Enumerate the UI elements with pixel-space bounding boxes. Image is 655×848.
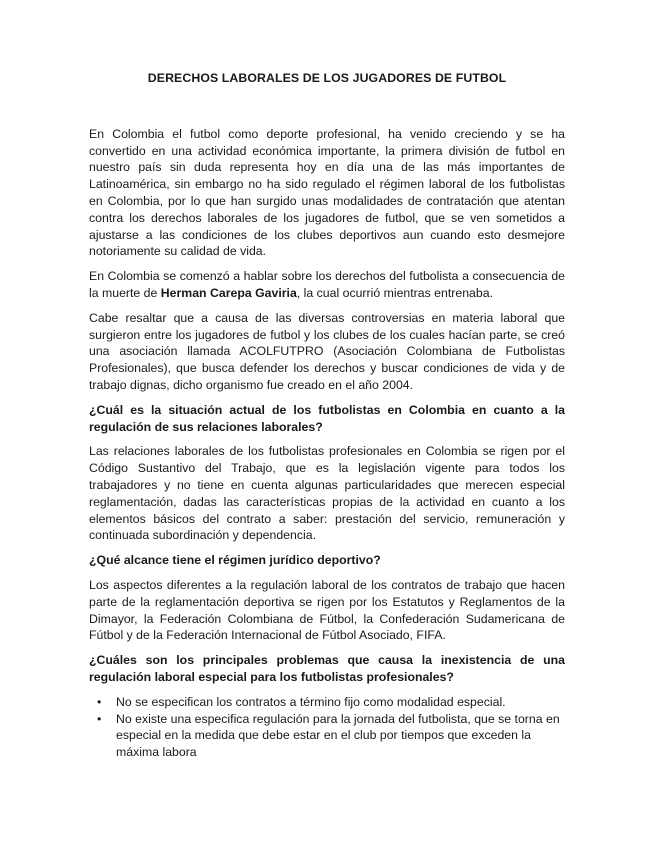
document-title: DERECHOS LABORALES DE LOS JUGADORES DE FUTBOL <box>147 71 507 85</box>
bullet-icon: • <box>97 694 102 709</box>
list-item <box>89 694 565 711</box>
bullet-icon: • <box>97 711 102 726</box>
paragraph-sports-regulation: Los aspectos diferentes a la regulación laboral de los contratos de trabajo que hacen parte de la reglamentación deportiva se rigen por los Estatutos y Reglamentos de la Dimayor, la Federación Colombiana de Fútbol, la Confederación Sudamericana de Fútbol y de la Federación Internacional de Fútbol Asociado, FIFA. <box>89 577 565 643</box>
paragraph-origin <box>89 268 565 302</box>
question-current-situation: ¿Cuál es la situación actual de los futbolistas en Colombia en cuanto a la regulación de sus relaciones laborales? <box>89 402 565 434</box>
list-item-text: No se especifican los contratos a término fijo como modalidad especial. <box>116 694 506 709</box>
paragraph-labor-relations: Las relaciones laborales de los futbolistas profesionales en Colombia se rigen por el Código Sustantivo del Trabajo, que es la legislación vigente para todos los trabajadores y no tiene en cuenta algunas particularidades que merecen especial reglamentación, dadas las características propias de la actividad en cuanto a los elementos básicos del contrato a saber: prestación del servicio, remuneración y continuada subordinación y dependencia. <box>89 444 565 543</box>
list-item <box>89 711 565 761</box>
problems-list <box>89 694 565 761</box>
paragraph-origin-text-end: , la cual ocurrió mientras entrenaba. <box>296 285 493 300</box>
list-item-text: No existe una especifica regulación para la jornada del futbolista, que se torna en especial en la medida que debe estar en el club por tiempos que exceden la máxima labora <box>116 711 560 760</box>
player-name: Herman Carepa Gaviria <box>160 285 297 300</box>
question-main-problems: ¿Cuáles son los principales problemas que causa la inexistencia de una regulación laboral especial para los futbolistas profesionales? <box>89 653 565 684</box>
document-body <box>89 70 565 761</box>
paragraph-origin-text-start: En Colombia se comenzó a hablar sobre los derechos del futbolista a consecuencia de la muerte de <box>89 269 565 300</box>
paragraph-acolfutpro: Cabe resaltar que a causa de las diversas controversias en materia laboral que surgieron entre los jugadores de futbol y los clubes de los cuales hacían parte, se creó una asociación llamada ACOLFUTPRO (Asociación Colombiana de Futbolistas Profesionales), que busca defender los derechos y buscar condiciones de vida y de trabajo dignas, dicho organismo fue creado en el año 2004. <box>89 310 565 392</box>
paragraph-intro: En Colombia el futbol como deporte profesional, ha venido creciendo y se ha convertido en una actividad económica importante, la primera división de futbol en nuestro país sin duda representa hoy en día una de las más importantes de Latinoamérica, sin embargo no ha sido regulado el régimen laboral de los futbolistas en Colombia, por lo que han surgido unas modalidades de contratación que atentan contra los derechos laborales de los jugadores de futbol, que se ven sometidos a ajustarse a las condiciones de los clubes deportivos aun cuando esto desmejore notoriamente su calidad de vida. <box>89 126 565 259</box>
question-legal-scope: ¿Qué alcance tiene el régimen jurídico deportivo? <box>89 553 381 568</box>
